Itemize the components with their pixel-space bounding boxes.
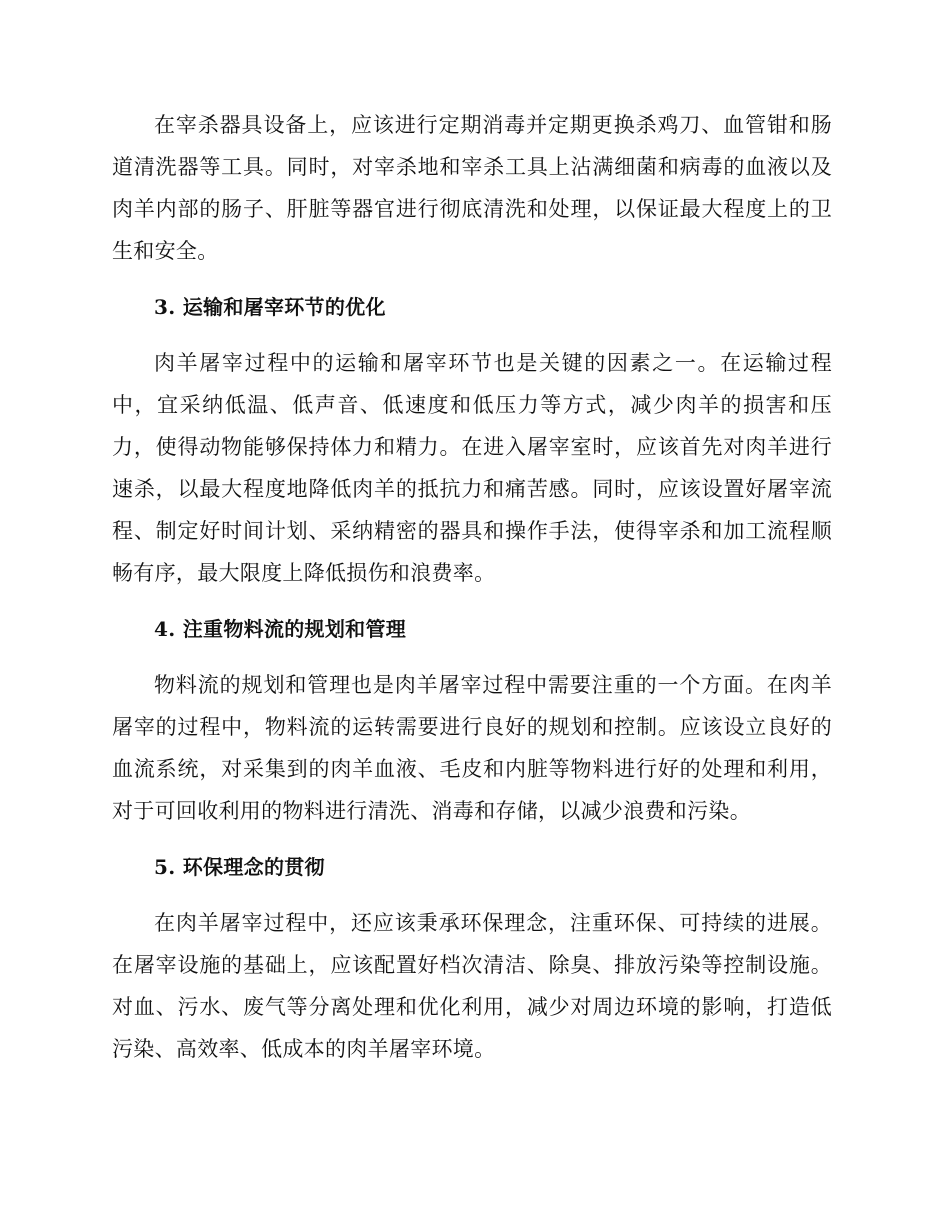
paragraph-section-2-tail: 在宰杀器具设备上，应该进行定期消毒并定期更换杀鸡刀、血管钳和肠道清洗器等工具。同时，对宰杀地和宰杀工具上沾满细菌和病毒的血液以及肉羊内部的肠子、肝脏等器官进行彻底清洗和处理，以保证最大程度上的卫生和安全。: [112, 113, 832, 263]
paragraph-section-5: 在肉羊屠宰过程中，还应该秉承环保理念，注重环保、可持续的进展。在屠宰设施的基础上，应该配置好档次清洁、除臭、排放污染等控制设施。对血、污水、废气等分离处理和优化利用，减少对周边环境的影响，打造低污染、高效率、低成本的肉羊屠宰环境。: [112, 911, 832, 1061]
heading-section-3: 3. 运输和屠宰环节的优化: [154, 295, 386, 319]
heading-section-5: 5. 环保理念的贯彻: [154, 855, 325, 879]
document-page: [112, 104, 832, 1070]
paragraph-section-3: 肉羊屠宰过程中的运输和屠宰环节也是关键的因素之一。在运输过程中，宜采纳低温、低声音、低速度和低压力等方式，减少肉羊的损害和压力，使得动物能够保持体力和精力。在进入屠宰室时，应该首先对肉羊进行速杀，以最大程度地降低肉羊的抵抗力和痛苦感。同时，应该设置好屠宰流程、制定好时间计划、采纳精密的器具和操作手法，使得宰杀和加工流程顺畅有序，最大限度上降低损伤和浪费率。: [112, 351, 832, 585]
heading-section-4: 4. 注重物料流的规划和管理: [154, 617, 407, 641]
paragraph-section-4: 物料流的规划和管理也是肉羊屠宰过程中需要注重的一个方面。在肉羊屠宰的过程中，物料流的运转需要进行良好的规划和控制。应该设立良好的血流系统，对采集到的肉羊血液、毛皮和内脏等物料进行好的处理和利用，对于可回收利用的物料进行清洗、消毒和存储，以减少浪费和污染。: [112, 673, 832, 823]
